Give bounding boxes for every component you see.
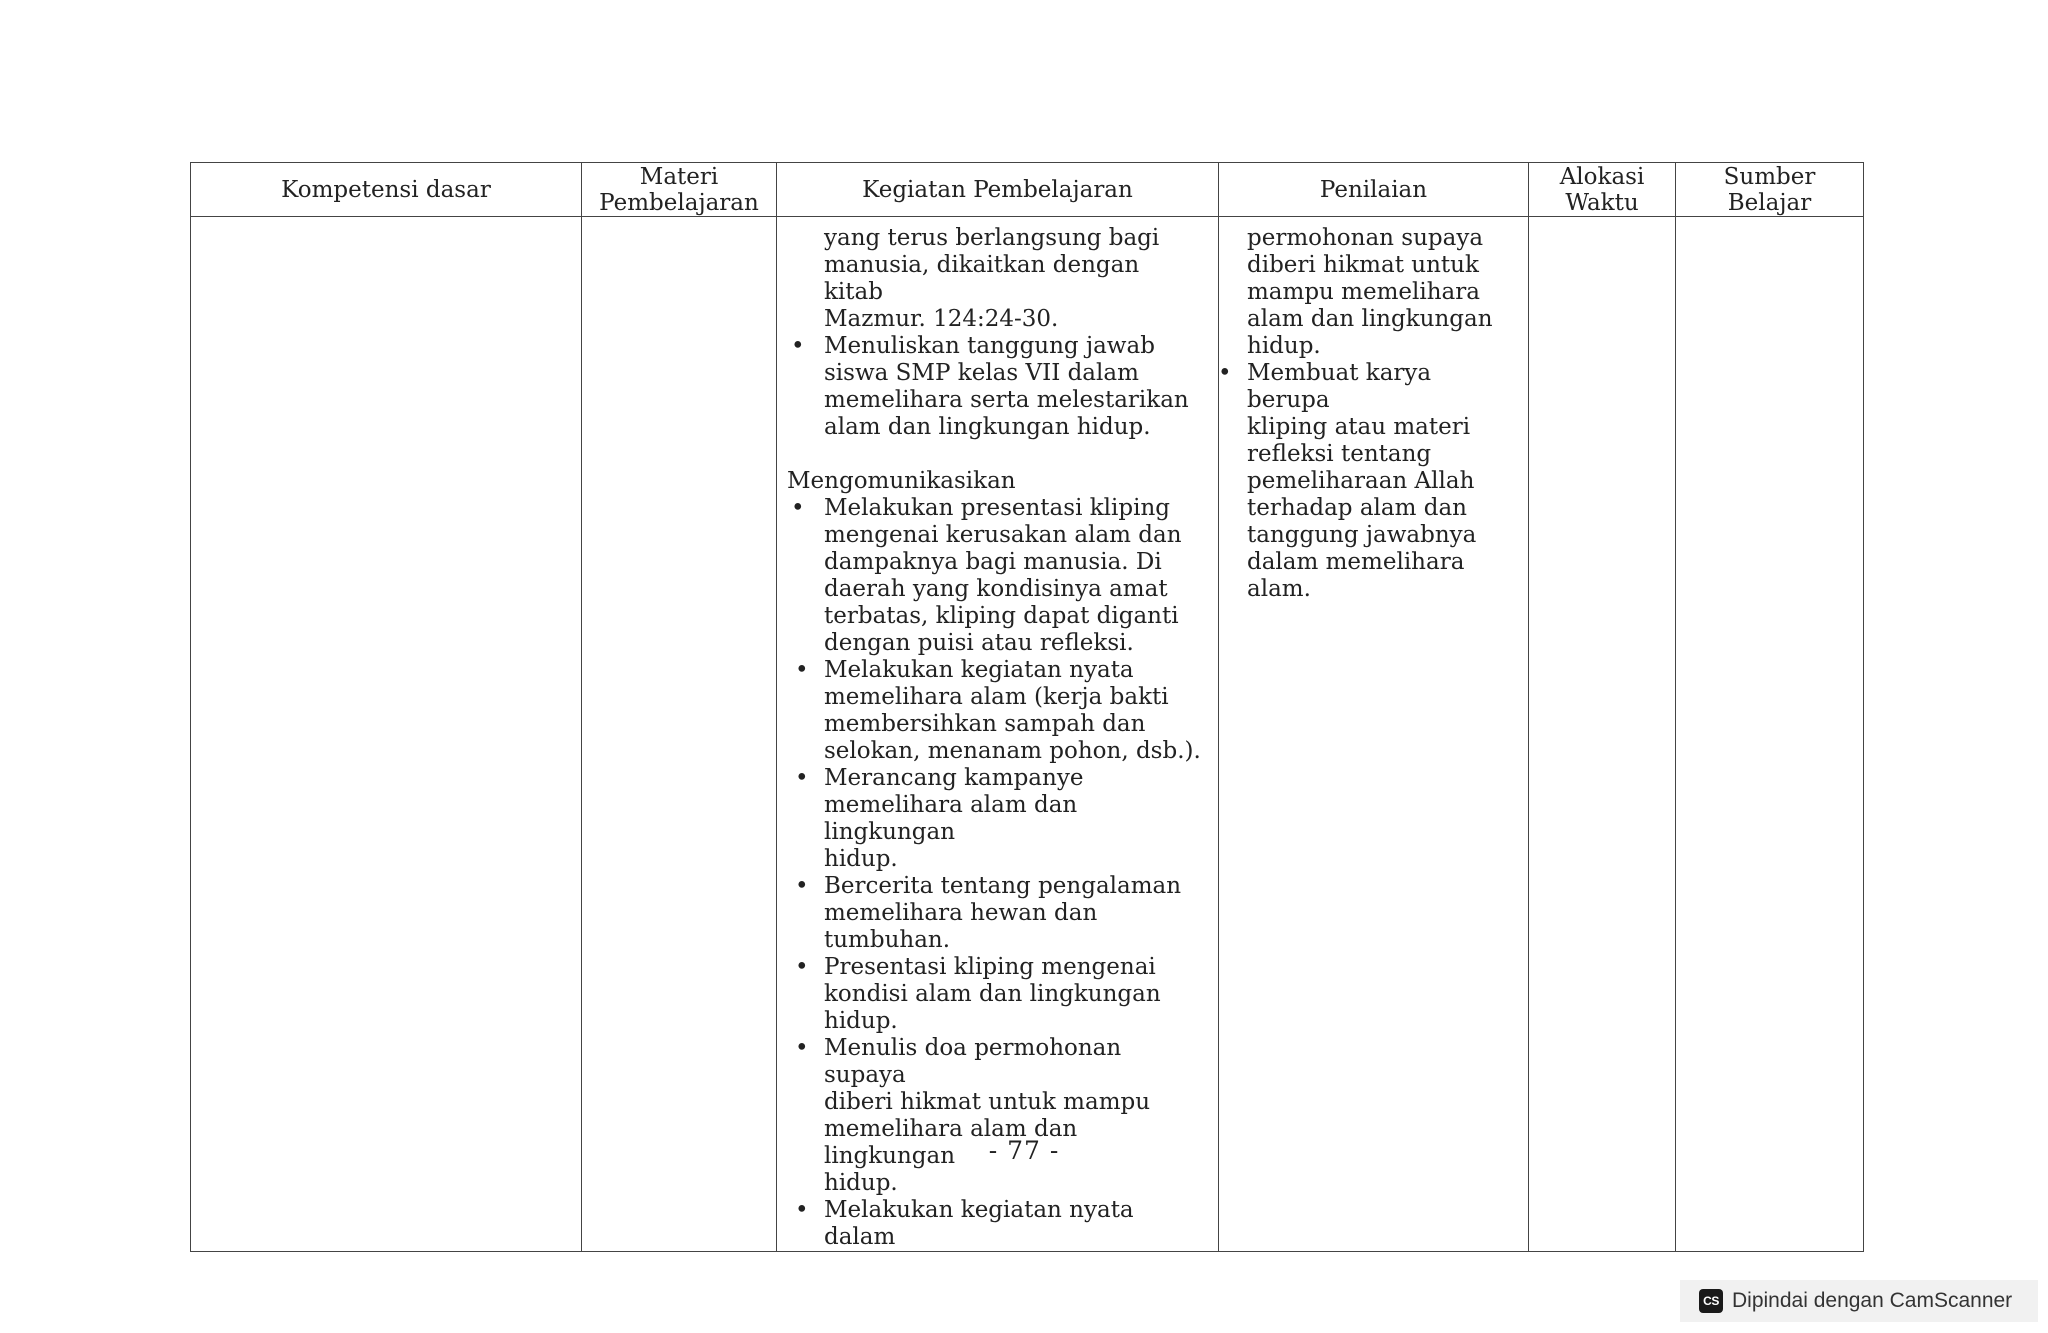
camscanner-logo-icon: CS xyxy=(1699,1289,1723,1313)
penilaian-content xyxy=(1219,217,1528,603)
camscanner-watermark xyxy=(1680,1280,2038,1322)
lesson-plan-table xyxy=(190,162,1864,1252)
penilaian-list xyxy=(1243,225,1516,603)
list-item: • Presentasi kliping mengenai kondisi alam dan lingkungan hidup. xyxy=(824,954,1204,1035)
cell-penilaian xyxy=(1219,217,1529,1252)
kegiatan-content xyxy=(777,217,1218,1251)
cell-kegiatan-pembelajaran xyxy=(777,217,1219,1252)
table-row xyxy=(191,217,1864,1252)
cell-alokasi-waktu xyxy=(1529,217,1676,1252)
kegiatan-list xyxy=(787,495,1204,657)
table-header-row xyxy=(191,163,1864,217)
penilaian-continuation: permohonan supaya diberi hikmat untuk mampu memelihara alam dan lingkungan hidup. xyxy=(1247,225,1493,359)
list-item: • Bercerita tentang pengalaman memelihara hewan dan tumbuhan. xyxy=(824,873,1204,954)
header-sumber-belajar: Sumber Belajar xyxy=(1676,163,1864,217)
header-alokasi-waktu: Alokasi Waktu xyxy=(1529,163,1676,217)
header-kompetensi-dasar: Kompetensi dasar xyxy=(191,163,582,217)
list-item: • Menulis doa permohonan supaya diberi hikmat untuk mampu memelihara alam dan lingkungan hidup. xyxy=(824,1035,1204,1197)
watermark-text: Dipindai dengan CamScanner xyxy=(1732,1289,2013,1312)
header-materi-pembelajaran: Materi Pembelajaran xyxy=(582,163,777,217)
list-item: • Melakukan kegiatan nyata memelihara alam (kerja bakti membersihkan sampah dan selokan, menanam pohon, dsb.). xyxy=(824,657,1204,765)
page-number: - 77 - xyxy=(988,1136,1060,1165)
list-item: • Melakukan presentasi kliping mengenai kerusakan alam dan dampaknya bagi manusia. Di daerah yang kondisinya amat terbatas, kliping dapat diganti dengan puisi atau refleksi. xyxy=(824,495,1204,657)
section-heading-mengomunikasikan: Mengomunikasikan xyxy=(787,468,1016,494)
header-kegiatan-pembelajaran: Kegiatan Pembelajaran xyxy=(777,163,1219,217)
list-item: • Menuliskan tanggung jawab siswa SMP kelas VII dalam memelihara serta melestarikan alam dan lingkungan hidup. xyxy=(824,333,1204,441)
list-item: • Melakukan kegiatan nyata dalam xyxy=(824,1197,1204,1251)
list-item: • Merancang kampanye memelihara alam dan lingkungan hidup. xyxy=(824,765,1204,873)
kegiatan-continuation: yang terus berlangsung bagi manusia, dikaitkan dengan kitab Mazmur. 124:24-30. xyxy=(824,225,1160,332)
cell-sumber-belajar xyxy=(1676,217,1864,1252)
kegiatan-list-top xyxy=(787,333,1204,441)
cell-kompetensi-dasar xyxy=(191,217,582,1252)
list-item: • Membuat karya berupa kliping atau materi refleksi tentang pemeliharaan Allah terhadap alam dan tanggung jawabnya dalam memelihara alam. xyxy=(1247,360,1516,603)
cell-materi-pembelajaran xyxy=(582,217,777,1252)
header-penilaian: Penilaian xyxy=(1219,163,1529,217)
